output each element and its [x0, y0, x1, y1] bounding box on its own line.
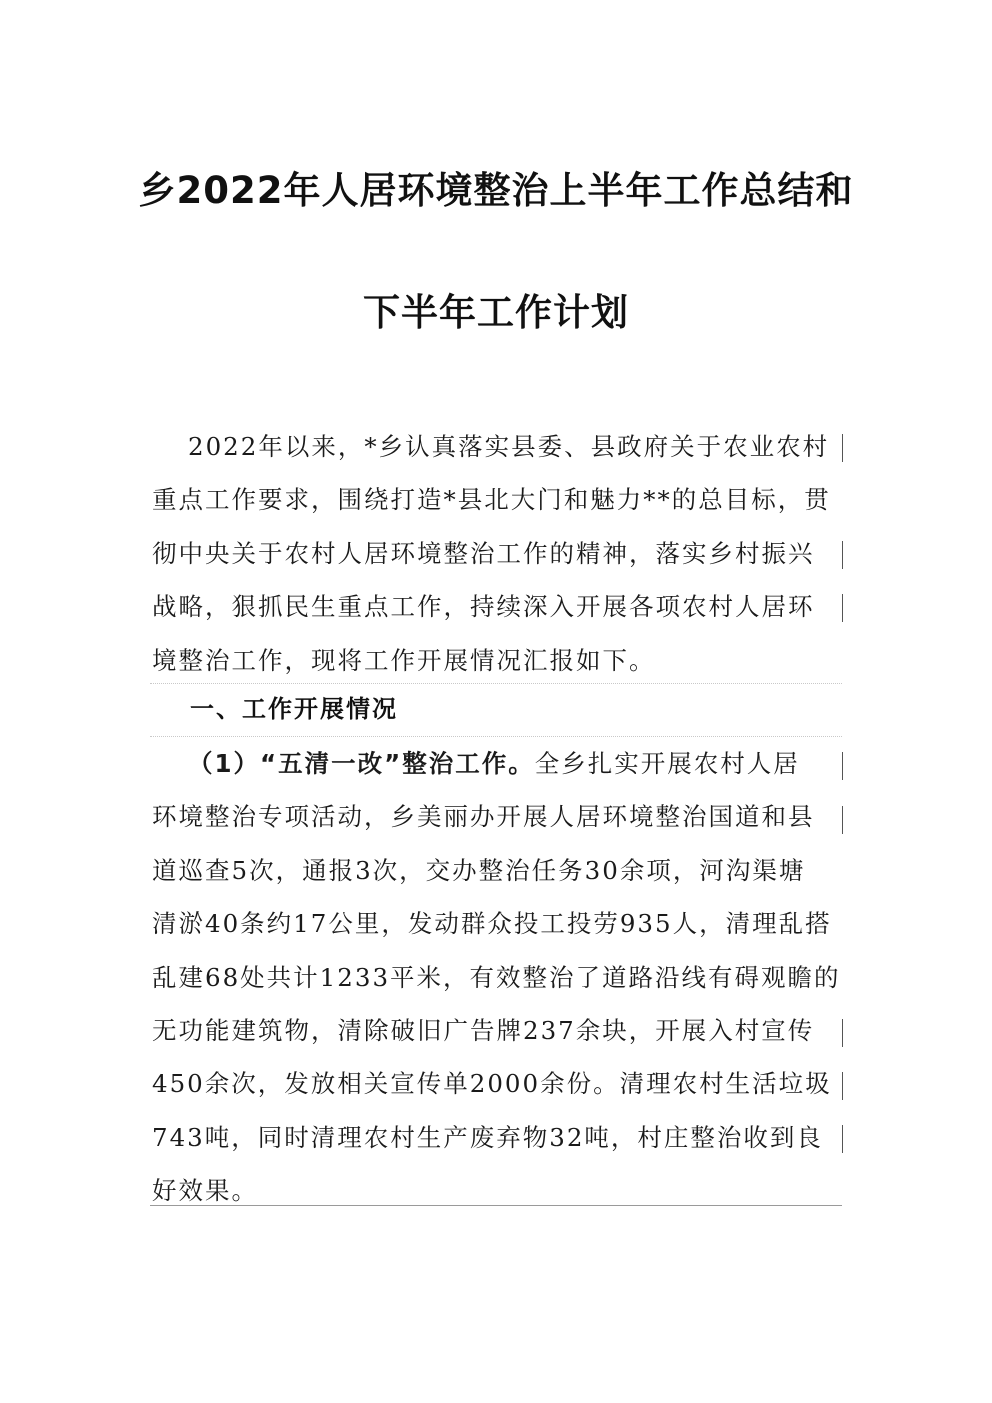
margin-mark: [842, 806, 843, 834]
section-heading: 一、工作开展情况: [190, 695, 398, 723]
item1-line: 450余次，发放相关宣传单2000余份。清理农村生活垃圾: [152, 1069, 832, 1099]
margin-mark: [842, 434, 843, 462]
intro-line: 境整治工作，现将工作开展情况汇报如下。: [152, 645, 656, 675]
intro-line: 2022年以来，*乡认真落实县委、县政府关于农业农村: [188, 432, 830, 461]
item1-line: 清淤40条约17公里，发动群众投工投劳935人，清理乱搭: [152, 909, 832, 939]
intro-line: 战略，狠抓民生重点工作，持续深入开展各项农村人居环: [152, 592, 815, 622]
margin-mark: [842, 541, 843, 569]
margin-mark: [842, 594, 843, 622]
page-bottom-rule: [150, 1205, 842, 1206]
item1-first-rest: 全乡扎实开展农村人居: [534, 749, 800, 778]
document-title-line-2: 下半年工作计划: [363, 291, 629, 334]
item1-line: 743吨，同时清理农村生产废弃物32吨，村庄整治收到良: [152, 1122, 823, 1152]
margin-mark: [842, 1072, 843, 1100]
margin-mark: [842, 752, 843, 780]
item1-line: 无功能建筑物，清除破旧广告牌237余块，开展入村宣传: [152, 1015, 815, 1045]
intro-line: 彻中央关于农村人居环境整治工作的精神，落实乡村振兴: [152, 538, 815, 568]
item1-line: 乱建68处共计1233平米，有效整治了道路沿线有碍观瞻的: [152, 962, 841, 992]
item1-line: 好效果。: [152, 1176, 258, 1206]
item1-first-line: [152, 737, 842, 790]
intro-line: 重点工作要求，围绕打造*县北大门和魅力**的总目标，贯: [152, 485, 831, 515]
document-title-line-1: 乡2022年人居环境整治上半年工作总结和: [138, 169, 854, 212]
item1-line: 环境整治专项活动，乡美丽办开展人居环境整治国道和县: [152, 802, 815, 832]
intro-paragraph: [152, 420, 842, 687]
margin-mark: [842, 1019, 843, 1047]
margin-mark: [842, 1125, 843, 1153]
item1-paragraph: [152, 737, 842, 1218]
item1-lead: （1）“五清一改”整治工作。: [188, 749, 535, 778]
item1-line: 道巡查5次，通报3次，交办整治任务30余项，河沟渠塘: [152, 855, 806, 885]
